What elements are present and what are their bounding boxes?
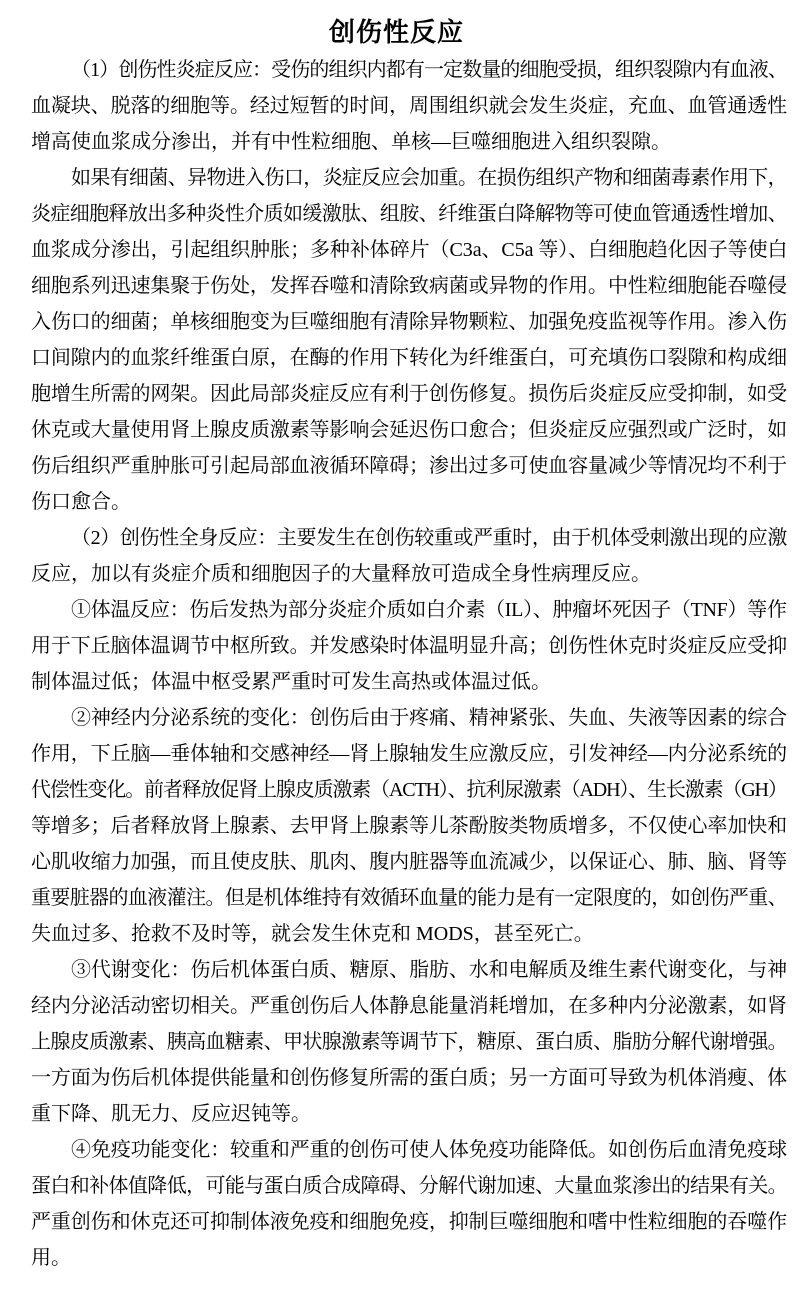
text-line: ③代谢变化：伤后机体蛋白质、糖原、脂肪、水和电解质及维生素代谢变化，与神 xyxy=(71,959,787,981)
text-line: 入伤口的细菌；单核细胞变为巨噬细胞有清除异物颗粒、加强免疫监视等作用。渗入伤 xyxy=(31,311,787,333)
paragraph xyxy=(31,700,787,952)
text-line: 伤口愈合。 xyxy=(31,491,131,513)
paragraph xyxy=(31,1132,787,1276)
text-line: 重要脏器的血液灌注。但是机体维持有效循环血量的能力是有一定限度的，如创伤严重、 xyxy=(31,887,787,909)
text-line: 用。 xyxy=(31,1247,71,1269)
text-line: 失血过多、抢救不及时等，就会发生休克和 MODS，甚至死亡。 xyxy=(31,923,594,945)
text-line: 代偿性变化。前者释放促肾上腺皮质激素（ACTH）、抗利尿激素（ADH）、生长激素（GH） xyxy=(31,779,787,801)
text-line: 血凝块、脱落的细胞等。经过短暂的时间，周围组织就会发生炎症，充血、血管通透性 xyxy=(31,95,787,117)
text-line: 用于下丘脑体温调节中枢所致。并发感染时体温明显升高；创伤性休克时炎症反应受抑 xyxy=(31,635,787,657)
text-line: 血浆成分渗出，引起组织肿胀；多种补体碎片（C3a、C5a 等）、白细胞趋化因子等使白 xyxy=(31,239,788,261)
document-title: 创伤性反应 xyxy=(328,18,464,47)
document-body xyxy=(0,52,793,1276)
text-line: 增高使血浆成分渗出，并有中性粒细胞、单核—巨噬细胞进入组织裂隙。 xyxy=(31,131,671,153)
text-line: 等增多；后者释放肾上腺素、去甲肾上腺素等儿茶酚胺类物质增多，不仅使心率加快和 xyxy=(31,815,787,837)
paragraph xyxy=(31,520,787,592)
text-line: ①体温反应：伤后发热为部分炎症介质如白介素（IL）、肿瘤坏死因子（TNF）等作 xyxy=(71,599,787,621)
text-line: 胞增生所需的网架。因此局部炎症反应有利于创伤修复。损伤后炎症反应受抑制，如受 xyxy=(31,383,787,405)
text-line: 重下降、肌无力、反应迟钝等。 xyxy=(31,1103,311,1125)
text-line: 作用，下丘脑—垂体轴和交感神经—肾上腺轴发生应激反应，引发神经—内分泌系统的 xyxy=(31,743,787,765)
text-line: （2）创伤性全身反应：主要发生在创伤较重或严重时，由于机体受刺激出现的应激 xyxy=(71,527,787,549)
text-line: 经内分泌活动密切相关。严重创伤后人体静息能量消耗增加，在多种内分泌激素，如肾 xyxy=(31,995,787,1017)
paragraph xyxy=(31,160,787,520)
text-line: 炎症细胞释放出多种炎性介质如缓激肽、组胺、纤维蛋白降解物等可使血管通透性增加、 xyxy=(31,203,787,225)
text-line: ④免疫功能变化：较重和严重的创伤可使人体免疫功能降低。如创伤后血清免疫球 xyxy=(71,1139,787,1161)
text-line: （1）创伤性炎症反应：受伤的组织内都有一定数量的细胞受损，组织裂隙内有血液、 xyxy=(71,59,787,81)
text-line: 严重创伤和休克还可抑制体液免疫和细胞免疫，抑制巨噬细胞和嗜中性粒细胞的吞噬作 xyxy=(31,1211,787,1233)
text-line: 如果有细菌、异物进入伤口，炎症反应会加重。在损伤组织产物和细菌毒素作用下， xyxy=(71,167,787,189)
text-line: 细胞系列迅速集聚于伤处，发挥吞噬和清除致病菌或异物的作用。中性粒细胞能吞噬侵 xyxy=(31,275,787,297)
text-line: ②神经内分泌系统的变化：创伤后由于疼痛、精神紧张、失血、失液等因素的综合 xyxy=(71,707,787,729)
text-line: 上腺皮质激素、胰高血糖素、甲状腺激素等调节下，糖原、蛋白质、脂肪分解代谢增强。 xyxy=(31,1031,787,1053)
text-line: 蛋白和补体值降低，可能与蛋白质合成障碍、分解代谢加速、大量血浆渗出的结果有关。 xyxy=(31,1175,787,1197)
paragraph xyxy=(31,592,787,700)
text-line: 一方面为伤后机体提供能量和创伤修复所需的蛋白质；另一方面可导致为机体消瘦、体 xyxy=(31,1067,787,1089)
text-line: 反应，加以有炎症介质和细胞因子的大量释放可造成全身性病理反应。 xyxy=(31,563,651,585)
text-line: 制体温过低；体温中枢受累严重时可发生高热或体温过低。 xyxy=(31,671,551,693)
paragraph xyxy=(31,52,787,160)
text-line: 休克或大量使用肾上腺皮质激素等影响会延迟伤口愈合；但炎症反应强烈或广泛时，如 xyxy=(31,419,787,441)
paragraph xyxy=(31,952,787,1132)
text-line: 伤后组织严重肿胀可引起局部血液循环障碍；渗出过多可使血容量减少等情况均不利于 xyxy=(31,455,787,477)
text-line: 心肌收缩力加强，而且使皮肤、肌肉、腹内脏器等血流减少，以保证心、肺、脑、肾等 xyxy=(31,851,787,873)
text-line: 口间隙内的血浆纤维蛋白原，在酶的作用下转化为纤维蛋白，可充填伤口裂隙和构成细 xyxy=(31,347,787,369)
